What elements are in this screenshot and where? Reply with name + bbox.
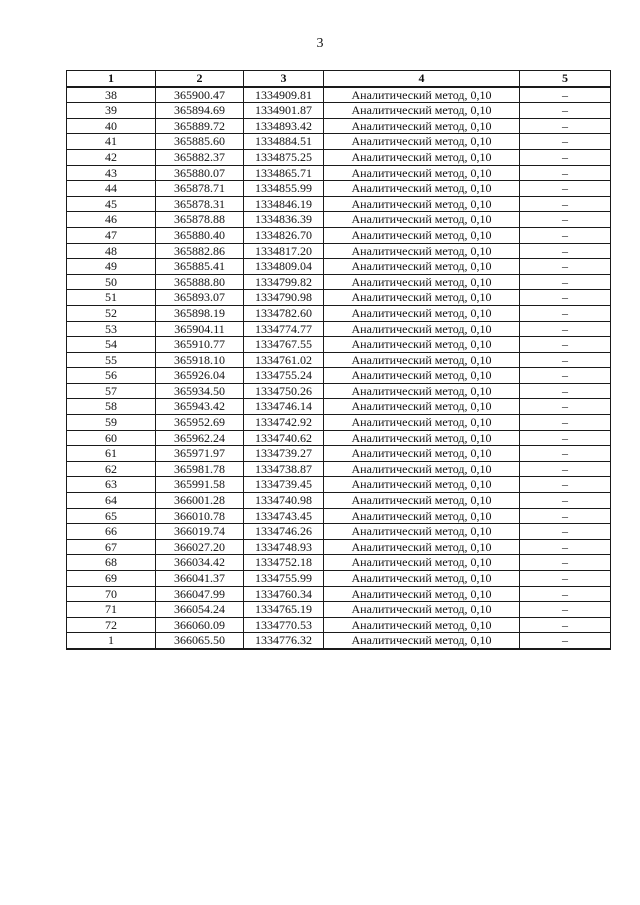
point-number-cell: 54 [67, 337, 156, 353]
table-row [67, 227, 611, 243]
method-cell: Аналитический метод, 0,10 [324, 181, 520, 197]
y-coordinate-cell: 1334743.45 [244, 508, 324, 524]
note-cell: – [520, 446, 611, 462]
x-coordinate-cell: 365889.72 [156, 118, 244, 134]
note-cell: – [520, 181, 611, 197]
method-cell: Аналитический метод, 0,10 [324, 555, 520, 571]
point-number-cell: 1 [67, 633, 156, 649]
point-number-cell: 69 [67, 571, 156, 587]
point-number-cell: 62 [67, 461, 156, 477]
note-cell: – [520, 227, 611, 243]
y-coordinate-cell: 1334740.62 [244, 430, 324, 446]
y-coordinate-cell: 1334740.98 [244, 493, 324, 509]
x-coordinate-cell: 365991.58 [156, 477, 244, 493]
x-coordinate-cell: 365880.07 [156, 165, 244, 181]
y-coordinate-cell: 1334884.51 [244, 134, 324, 150]
point-number-cell: 72 [67, 617, 156, 633]
table-row [67, 259, 611, 275]
y-coordinate-cell: 1334752.18 [244, 555, 324, 571]
point-number-cell: 42 [67, 149, 156, 165]
point-number-cell: 57 [67, 383, 156, 399]
table-header-row [67, 71, 611, 87]
method-cell: Аналитический метод, 0,10 [324, 446, 520, 462]
y-coordinate-cell: 1334755.99 [244, 571, 324, 587]
x-coordinate-cell: 365878.88 [156, 212, 244, 228]
y-coordinate-cell: 1334836.39 [244, 212, 324, 228]
point-number-cell: 53 [67, 321, 156, 337]
y-coordinate-cell: 1334765.19 [244, 602, 324, 618]
x-coordinate-cell: 366041.37 [156, 571, 244, 587]
y-coordinate-cell: 1334748.93 [244, 539, 324, 555]
method-cell: Аналитический метод, 0,10 [324, 586, 520, 602]
column-header: 1 [67, 71, 156, 87]
note-cell: – [520, 243, 611, 259]
note-cell: – [520, 165, 611, 181]
y-coordinate-cell: 1334739.27 [244, 446, 324, 462]
x-coordinate-cell: 366010.78 [156, 508, 244, 524]
note-cell: – [520, 383, 611, 399]
table-row [67, 243, 611, 259]
method-cell: Аналитический метод, 0,10 [324, 461, 520, 477]
method-cell: Аналитический метод, 0,10 [324, 196, 520, 212]
table-row [67, 368, 611, 384]
column-header: 4 [324, 71, 520, 87]
point-number-cell: 58 [67, 399, 156, 415]
x-coordinate-cell: 365888.80 [156, 274, 244, 290]
method-cell: Аналитический метод, 0,10 [324, 399, 520, 415]
table-row [67, 321, 611, 337]
table-row [67, 602, 611, 618]
point-number-cell: 44 [67, 181, 156, 197]
point-number-cell: 60 [67, 430, 156, 446]
x-coordinate-cell: 366060.09 [156, 617, 244, 633]
x-coordinate-cell: 365926.04 [156, 368, 244, 384]
method-cell: Аналитический метод, 0,10 [324, 305, 520, 321]
method-cell: Аналитический метод, 0,10 [324, 383, 520, 399]
y-coordinate-cell: 1334865.71 [244, 165, 324, 181]
point-number-cell: 43 [67, 165, 156, 181]
table-row [67, 212, 611, 228]
method-cell: Аналитический метод, 0,10 [324, 227, 520, 243]
column-header: 3 [244, 71, 324, 87]
page-number: 3 [316, 36, 324, 51]
method-cell: Аналитический метод, 0,10 [324, 368, 520, 384]
note-cell: – [520, 555, 611, 571]
x-coordinate-cell: 365882.86 [156, 243, 244, 259]
point-number-cell: 48 [67, 243, 156, 259]
x-coordinate-cell: 365934.50 [156, 383, 244, 399]
x-coordinate-cell: 366034.42 [156, 555, 244, 571]
table-row [67, 493, 611, 509]
x-coordinate-cell: 365898.19 [156, 305, 244, 321]
point-number-cell: 46 [67, 212, 156, 228]
x-coordinate-cell: 366047.99 [156, 586, 244, 602]
point-number-cell: 55 [67, 352, 156, 368]
table-row [67, 477, 611, 493]
note-cell: – [520, 305, 611, 321]
x-coordinate-cell: 365880.40 [156, 227, 244, 243]
note-cell: – [520, 399, 611, 415]
point-number-cell: 64 [67, 493, 156, 509]
method-cell: Аналитический метод, 0,10 [324, 212, 520, 228]
note-cell: – [520, 368, 611, 384]
x-coordinate-cell: 365952.69 [156, 415, 244, 431]
note-cell: – [520, 103, 611, 119]
table-row [67, 430, 611, 446]
x-coordinate-cell: 366065.50 [156, 633, 244, 649]
table-row [67, 290, 611, 306]
table-row [67, 508, 611, 524]
x-coordinate-cell: 365904.11 [156, 321, 244, 337]
point-number-cell: 63 [67, 477, 156, 493]
x-coordinate-cell: 365885.60 [156, 134, 244, 150]
note-cell: – [520, 602, 611, 618]
note-cell: – [520, 274, 611, 290]
x-coordinate-cell: 365878.31 [156, 196, 244, 212]
y-coordinate-cell: 1334739.45 [244, 477, 324, 493]
y-coordinate-cell: 1334893.42 [244, 118, 324, 134]
x-coordinate-cell: 366019.74 [156, 524, 244, 540]
x-coordinate-cell: 366001.28 [156, 493, 244, 509]
y-coordinate-cell: 1334761.02 [244, 352, 324, 368]
coordinates-table [66, 70, 611, 650]
point-number-cell: 56 [67, 368, 156, 384]
y-coordinate-cell: 1334826.70 [244, 227, 324, 243]
y-coordinate-cell: 1334738.87 [244, 461, 324, 477]
note-cell: – [520, 477, 611, 493]
table-row [67, 103, 611, 119]
point-number-cell: 59 [67, 415, 156, 431]
table-row [67, 352, 611, 368]
note-cell: – [520, 321, 611, 337]
table-row [67, 134, 611, 150]
y-coordinate-cell: 1334809.04 [244, 259, 324, 275]
point-number-cell: 40 [67, 118, 156, 134]
x-coordinate-cell: 365900.47 [156, 87, 244, 103]
method-cell: Аналитический метод, 0,10 [324, 274, 520, 290]
point-number-cell: 71 [67, 602, 156, 618]
method-cell: Аналитический метод, 0,10 [324, 149, 520, 165]
y-coordinate-cell: 1334790.98 [244, 290, 324, 306]
method-cell: Аналитический метод, 0,10 [324, 524, 520, 540]
y-coordinate-cell: 1334750.26 [244, 383, 324, 399]
note-cell: – [520, 352, 611, 368]
note-cell: – [520, 337, 611, 353]
point-number-cell: 66 [67, 524, 156, 540]
method-cell: Аналитический метод, 0,10 [324, 602, 520, 618]
note-cell: – [520, 87, 611, 103]
table-row [67, 118, 611, 134]
point-number-cell: 68 [67, 555, 156, 571]
table-row [67, 633, 611, 649]
point-number-cell: 41 [67, 134, 156, 150]
note-cell: – [520, 524, 611, 540]
note-cell: – [520, 290, 611, 306]
method-cell: Аналитический метод, 0,10 [324, 290, 520, 306]
table-body [67, 87, 611, 649]
point-number-cell: 45 [67, 196, 156, 212]
table-row [67, 274, 611, 290]
method-cell: Аналитический метод, 0,10 [324, 508, 520, 524]
table-row [67, 87, 611, 103]
table-row [67, 305, 611, 321]
y-coordinate-cell: 1334742.92 [244, 415, 324, 431]
method-cell: Аналитический метод, 0,10 [324, 539, 520, 555]
method-cell: Аналитический метод, 0,10 [324, 118, 520, 134]
x-coordinate-cell: 365894.69 [156, 103, 244, 119]
y-coordinate-cell: 1334817.20 [244, 243, 324, 259]
note-cell: – [520, 134, 611, 150]
y-coordinate-cell: 1334846.19 [244, 196, 324, 212]
note-cell: – [520, 196, 611, 212]
x-coordinate-cell: 366027.20 [156, 539, 244, 555]
y-coordinate-cell: 1334770.53 [244, 617, 324, 633]
table-row [67, 586, 611, 602]
note-cell: – [520, 259, 611, 275]
method-cell: Аналитический метод, 0,10 [324, 165, 520, 181]
y-coordinate-cell: 1334767.55 [244, 337, 324, 353]
table-row [67, 181, 611, 197]
point-number-cell: 50 [67, 274, 156, 290]
y-coordinate-cell: 1334909.81 [244, 87, 324, 103]
note-cell: – [520, 586, 611, 602]
method-cell: Аналитический метод, 0,10 [324, 87, 520, 103]
method-cell: Аналитический метод, 0,10 [324, 321, 520, 337]
table-row [67, 165, 611, 181]
point-number-cell: 65 [67, 508, 156, 524]
method-cell: Аналитический метод, 0,10 [324, 103, 520, 119]
note-cell: – [520, 461, 611, 477]
table-row [67, 524, 611, 540]
y-coordinate-cell: 1334776.32 [244, 633, 324, 649]
x-coordinate-cell: 366054.24 [156, 602, 244, 618]
y-coordinate-cell: 1334774.77 [244, 321, 324, 337]
y-coordinate-cell: 1334901.87 [244, 103, 324, 119]
note-cell: – [520, 415, 611, 431]
x-coordinate-cell: 365918.10 [156, 352, 244, 368]
y-coordinate-cell: 1334746.26 [244, 524, 324, 540]
method-cell: Аналитический метод, 0,10 [324, 477, 520, 493]
point-number-cell: 70 [67, 586, 156, 602]
x-coordinate-cell: 365971.97 [156, 446, 244, 462]
method-cell: Аналитический метод, 0,10 [324, 430, 520, 446]
note-cell: – [520, 633, 611, 649]
note-cell: – [520, 149, 611, 165]
y-coordinate-cell: 1334799.82 [244, 274, 324, 290]
method-cell: Аналитический метод, 0,10 [324, 493, 520, 509]
note-cell: – [520, 212, 611, 228]
table-row [67, 571, 611, 587]
point-number-cell: 61 [67, 446, 156, 462]
x-coordinate-cell: 365882.37 [156, 149, 244, 165]
table-row [67, 196, 611, 212]
method-cell: Аналитический метод, 0,10 [324, 415, 520, 431]
x-coordinate-cell: 365878.71 [156, 181, 244, 197]
note-cell: – [520, 493, 611, 509]
note-cell: – [520, 508, 611, 524]
table-row [67, 337, 611, 353]
point-number-cell: 51 [67, 290, 156, 306]
note-cell: – [520, 571, 611, 587]
method-cell: Аналитический метод, 0,10 [324, 134, 520, 150]
table-row [67, 383, 611, 399]
table-row [67, 415, 611, 431]
method-cell: Аналитический метод, 0,10 [324, 617, 520, 633]
note-cell: – [520, 430, 611, 446]
x-coordinate-cell: 365910.77 [156, 337, 244, 353]
point-number-cell: 67 [67, 539, 156, 555]
y-coordinate-cell: 1334746.14 [244, 399, 324, 415]
method-cell: Аналитический метод, 0,10 [324, 337, 520, 353]
note-cell: – [520, 617, 611, 633]
y-coordinate-cell: 1334875.25 [244, 149, 324, 165]
point-number-cell: 52 [67, 305, 156, 321]
column-header: 2 [156, 71, 244, 87]
y-coordinate-cell: 1334855.99 [244, 181, 324, 197]
x-coordinate-cell: 365885.41 [156, 259, 244, 275]
x-coordinate-cell: 365981.78 [156, 461, 244, 477]
note-cell: – [520, 539, 611, 555]
x-coordinate-cell: 365943.42 [156, 399, 244, 415]
x-coordinate-cell: 365893.07 [156, 290, 244, 306]
method-cell: Аналитический метод, 0,10 [324, 571, 520, 587]
point-number-cell: 39 [67, 103, 156, 119]
method-cell: Аналитический метод, 0,10 [324, 352, 520, 368]
column-header: 5 [520, 71, 611, 87]
table-row [67, 539, 611, 555]
point-number-cell: 47 [67, 227, 156, 243]
table-row [67, 555, 611, 571]
table-row [67, 617, 611, 633]
table-row [67, 446, 611, 462]
method-cell: Аналитический метод, 0,10 [324, 259, 520, 275]
table-row [67, 149, 611, 165]
table-row [67, 461, 611, 477]
point-number-cell: 38 [67, 87, 156, 103]
point-number-cell: 49 [67, 259, 156, 275]
y-coordinate-cell: 1334782.60 [244, 305, 324, 321]
method-cell: Аналитический метод, 0,10 [324, 243, 520, 259]
y-coordinate-cell: 1334760.34 [244, 586, 324, 602]
x-coordinate-cell: 365962.24 [156, 430, 244, 446]
method-cell: Аналитический метод, 0,10 [324, 633, 520, 649]
y-coordinate-cell: 1334755.24 [244, 368, 324, 384]
note-cell: – [520, 118, 611, 134]
table-row [67, 399, 611, 415]
